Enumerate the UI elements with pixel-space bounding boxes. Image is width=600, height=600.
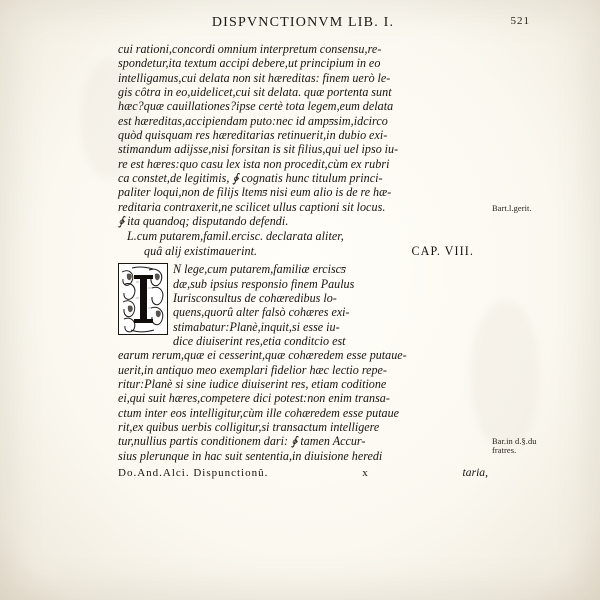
text-line: uerit,in antiquo meo exemplari fidelior hæc lectio repe- bbox=[118, 362, 387, 377]
marginal-note-one bbox=[492, 204, 560, 213]
marginal-note-line: Bar.in d.§.du bbox=[492, 437, 537, 446]
text-line: hæc?quæ cauillationes?ipse certè tota legem,eum delata bbox=[118, 99, 394, 114]
text-line: earum rerum,quæ ei cesserint,quæ cohæredem esse putaue- bbox=[118, 348, 407, 363]
text-line: ctum inter eos intelligitur,cùm ille cohæredem esse putaue bbox=[118, 405, 400, 420]
text-line: ca constet,de legitimis, ∳ cognatis hunc titulum princi- bbox=[118, 171, 383, 186]
text-line: intelligamus,cui delata non sit hæreditas: finem uerò le- bbox=[118, 70, 391, 85]
text-line: dæ,sub ipsius responsio finem Paulus bbox=[173, 276, 355, 291]
text-line: quens,quorû alter falsò cohæres exi- bbox=[173, 305, 350, 320]
text-line: ∳ ita quandoq; disputando defendi. bbox=[118, 214, 289, 229]
text-line: stimabatur:Planè,inquit,si esse iu- bbox=[173, 319, 340, 334]
running-header bbox=[118, 14, 530, 36]
paragraph-one bbox=[118, 42, 488, 228]
text-line: spondetur,ita textum accipi debere,ut principium in eo bbox=[118, 56, 381, 71]
text-line: Iurisconsultus de cohæredibus lo- bbox=[173, 290, 337, 305]
colophon-line bbox=[118, 466, 488, 479]
paragraph-two bbox=[118, 262, 488, 463]
folio-number: 521 bbox=[510, 15, 530, 27]
chapter-heading-line-two: quâ alij existimauerint. bbox=[144, 243, 258, 258]
text-line: quòd quisquam res hæreditarias retinuerit,in dubio exi- bbox=[118, 128, 388, 143]
text-line: ei,qui suit hæres,competere dici potest:non enim transa- bbox=[118, 391, 390, 406]
initial-paragraph-block bbox=[118, 262, 488, 463]
text-line: gis côtra in eo,uidelicet,cui sit delata. quæ portenta sunt bbox=[118, 85, 392, 100]
chapter-heading bbox=[118, 229, 488, 258]
quire-mark: x bbox=[362, 466, 369, 479]
text-line: reditaria contraxerit,ne scilicet ullus captioni sit locus. bbox=[118, 199, 386, 214]
text-line: tur,nullius partis conditionem dari: ∳ tamen Accur- bbox=[118, 434, 366, 449]
decorated-initial-I bbox=[118, 263, 168, 335]
text-line: N lege,cum putarem,familiæ erciscƽ bbox=[173, 262, 346, 277]
text-line: sius plerunque in hac suit sententia,in diuisione heredi bbox=[118, 448, 383, 463]
chapter-number-label: CAP. VIII. bbox=[411, 243, 474, 258]
text-line: paliter loqui,non de filijs ltemƽ nisi eum alio is de re hæ- bbox=[118, 185, 392, 200]
signature-line: Do.And.Alci. Dispunctionû. bbox=[118, 466, 269, 479]
chapter-heading-line-one: L.cum putarem,famil.ercisc. declarata aliter, bbox=[127, 229, 344, 244]
text-line: stimandum adijsse,nisi forsitan is sit filius,qui uel ipso iu- bbox=[118, 142, 399, 157]
text-line: cui rationi,concordi omnium interpretum consensu,re- bbox=[118, 42, 382, 56]
marginal-note-two bbox=[492, 437, 560, 455]
text-line: rit,ex quibus uerbis colligitur,si transactum intelligere bbox=[118, 419, 380, 434]
running-header-title: DISPVNCTIONVM LIB. I. bbox=[211, 15, 395, 30]
text-line: ritur:Planè si sine iudice diuiserint res, etiam coditione bbox=[118, 376, 387, 391]
text-line: est hæreditas,accipiendam puto:nec id ampƽsim,idcirco bbox=[118, 113, 388, 128]
text-line: re est hæres:quo casu lex ista non procedit,cùm ex rubri bbox=[118, 156, 390, 171]
floral-initial-icon bbox=[119, 264, 167, 334]
marginal-note-line: Bart.l.gerit. bbox=[492, 204, 532, 213]
catchword: taria, bbox=[462, 465, 488, 479]
text-line: dice diuiserint res,etia conditcio est bbox=[173, 333, 346, 348]
marginal-note-line: fratres. bbox=[492, 446, 517, 456]
